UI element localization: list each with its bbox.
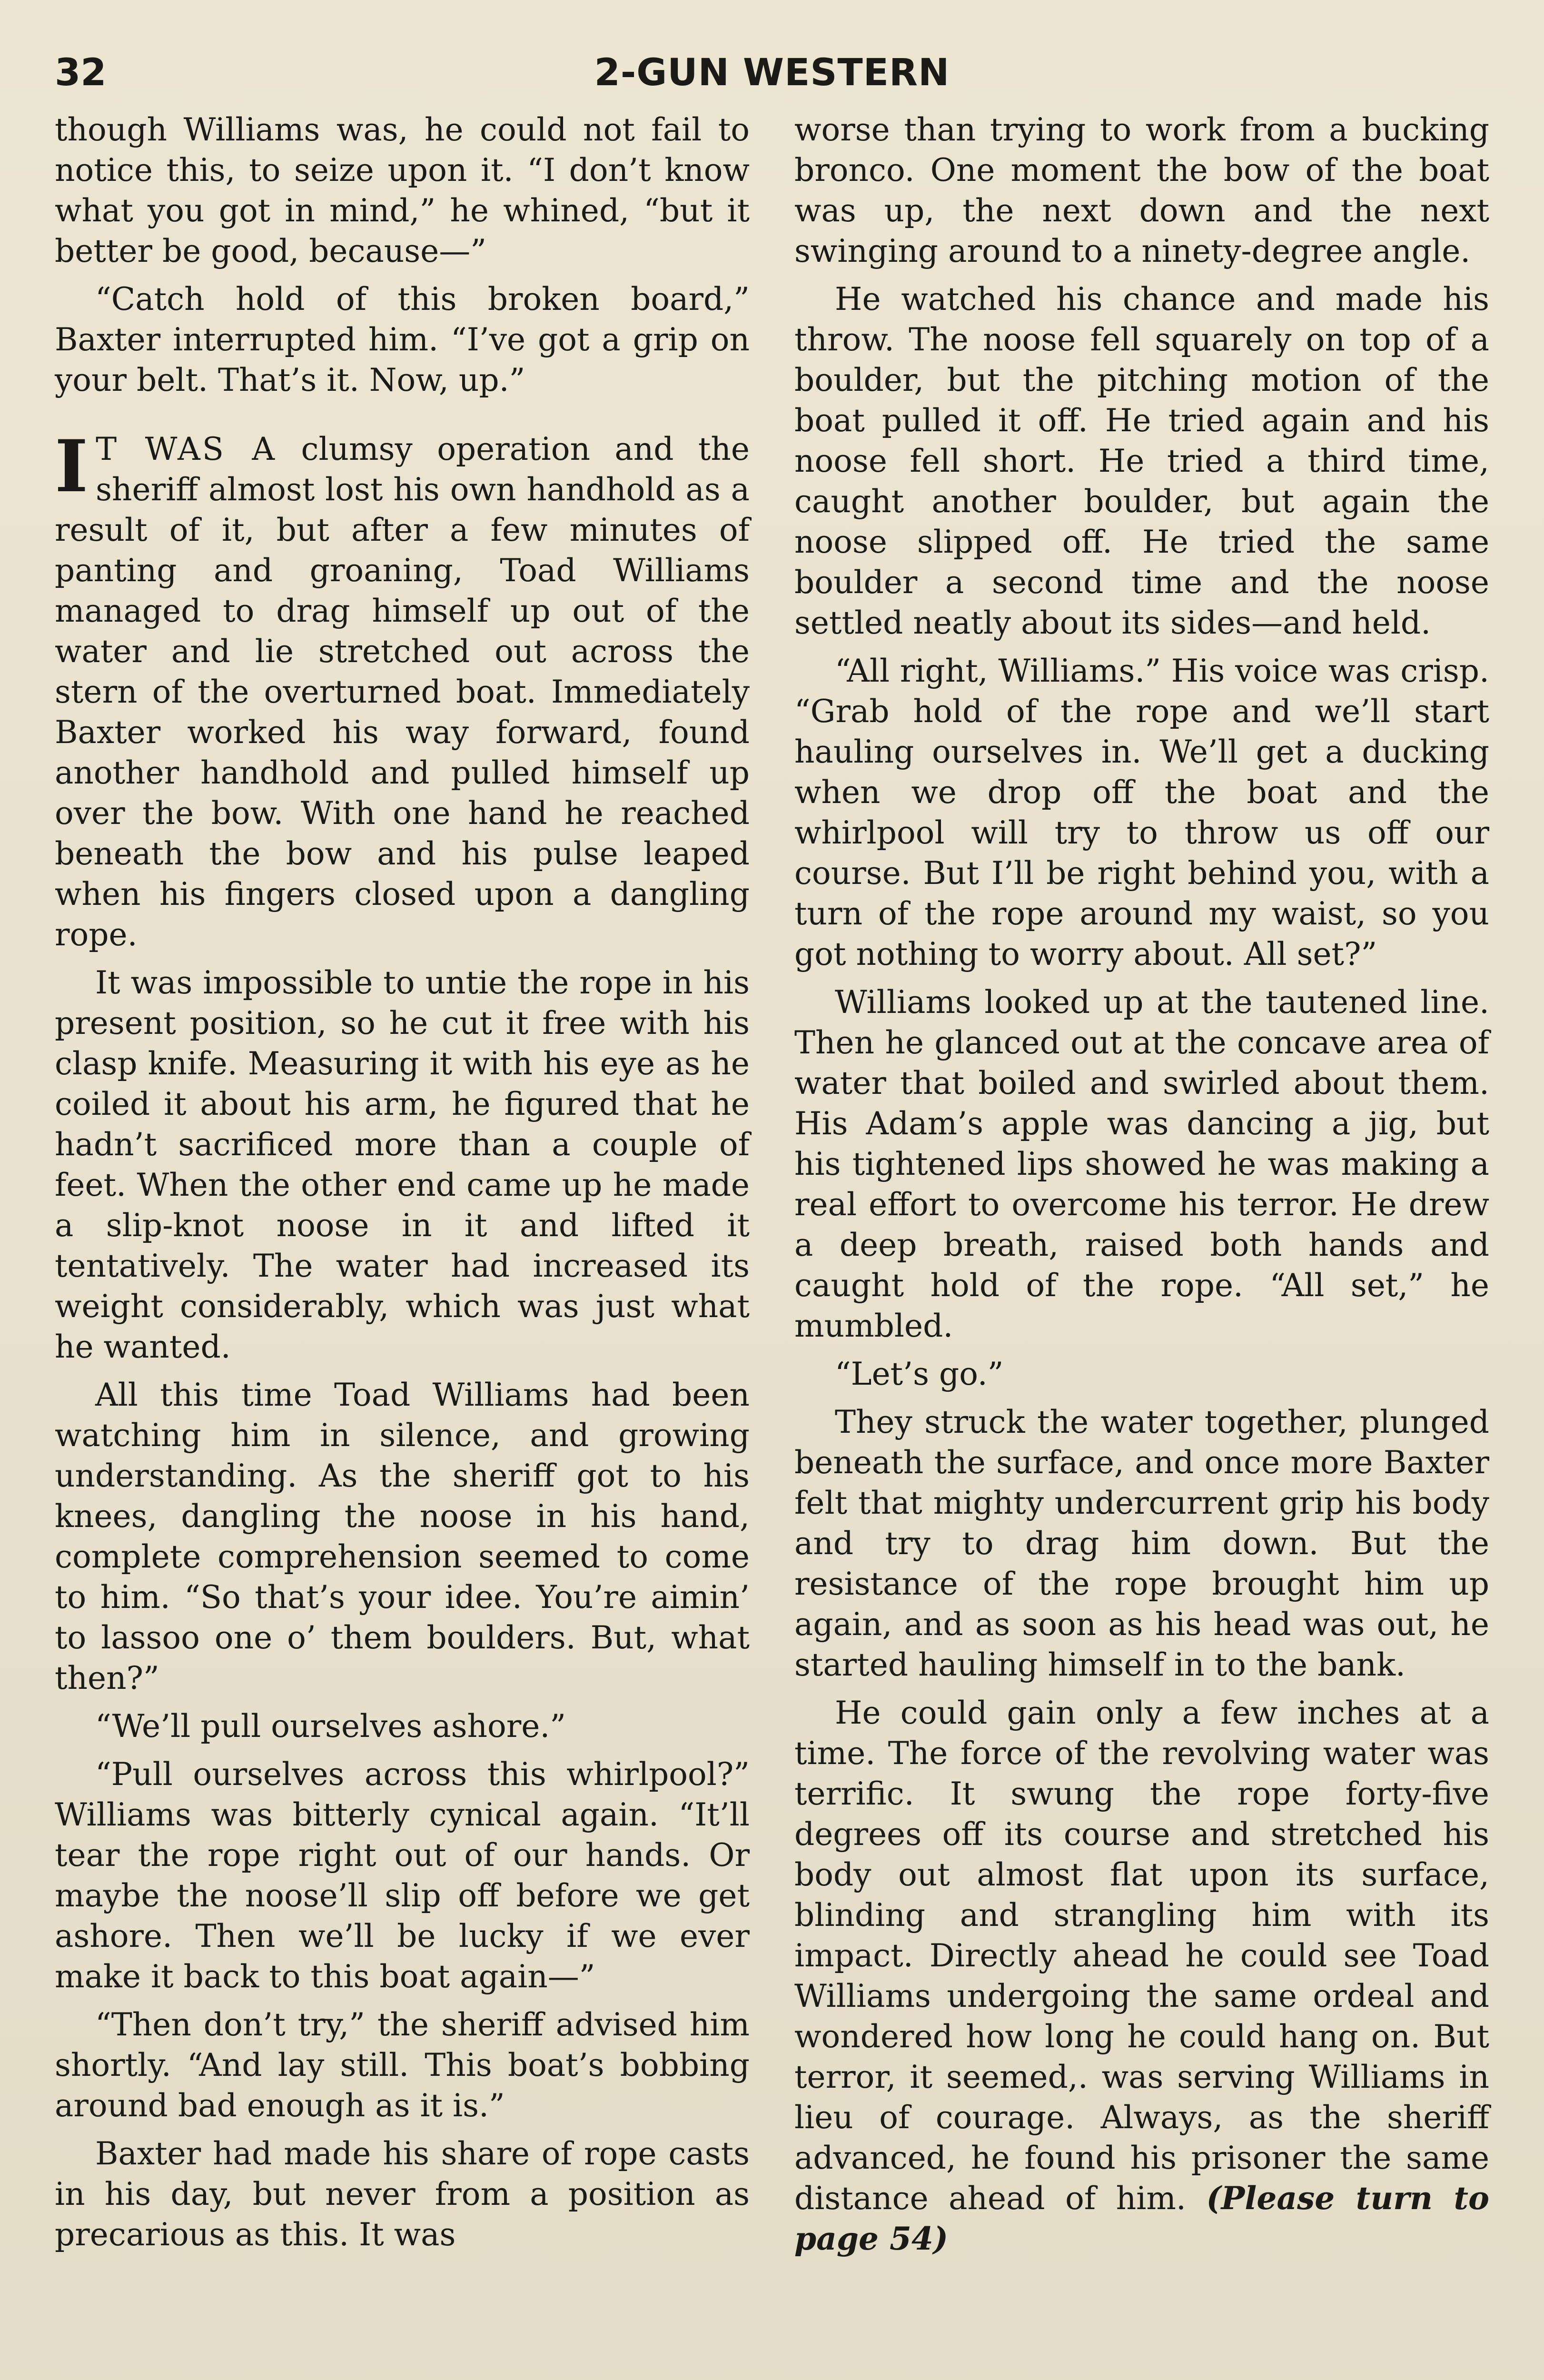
paragraph: It was impossible to untie the rope in his present position, so he cut it free with his clasp knife. Measuring it with his eye as he coiled it about his arm, he figured that he hadn’t sacrificed more than a couple of feet. When the other end came up he made a slip-knot noose in it and lifted it tentatively. The water had increased its weight considerably, which was just what he wanted. [55, 964, 750, 1365]
paragraph: “Let’s go.” [835, 1356, 1004, 1392]
paragraph: Baxter had made his share of rope casts in his day, but never from a position as precarious as this. It was [55, 2135, 750, 2253]
paragraph: “We’ll pull ourselves ashore.” [95, 1708, 566, 1745]
paragraph: “All right, Williams.” His voice was crisp. “Grab hold of the rope and we’ll start hauling ourselves in. We’ll get a ducking when we drop off the boat and the whirlpool will try to throw us off our course. But I’ll be right behind you, with a turn of the rope around my waist, so you got nothing to worry about. All set?” [794, 653, 1489, 972]
drop-cap: I [55, 425, 89, 508]
continued-notice: (Please turn to page 54) [794, 2180, 1489, 2257]
section-lead: T WAS A [96, 431, 277, 467]
paragraph: “Pull ourselves across this whirlpool?” Williams was bitterly cynical again. “It’ll tear the rope right out of our hands. Or maybe the noose’ll slip off before we get ashore. Then we’ll be lucky if we ever make it back to this boat again—” [55, 1756, 750, 1995]
paragraph: worse than trying to work from a bucking bronco. One moment the bow of the boat was up, the next down and the next swinging around to a ninety-degree angle. [794, 111, 1489, 269]
paragraph: “Then don’t try,” the sheriff advised him shortly. “And lay still. This boat’s bobbing around bad enough as it is.” [55, 2006, 750, 2124]
paragraph-text: He could gain only a few inches at a time. The force of the revolving water was terrific. It swung the rope forty-five degrees off its course and stretched his body out almost flat upon its surface, blinding and strangling him with its impact. Directly ahead he could see Toad Williams undergoing the same ordeal and wondered how long he could hang on. But terror, it seemed,. was serving Williams in lieu of courage. Always, as the sheriff advanced, he found his prisoner the same distance ahead of him. [794, 1695, 1489, 2217]
left-column [55, 109, 750, 2267]
text-columns [55, 109, 1489, 2267]
page-number: 32 [55, 51, 107, 94]
paragraph: though Williams was, he could not fail to notice this, to seize upon it. “I don’t know what you got in mind,” he whined, “but it better be good, because—” [55, 111, 750, 269]
paragraph: All this time Toad Williams had been watching him in silence, and growing understanding. As the sheriff got to his knees, dangling the noose in his hand, complete comprehension seemed to come to him. “So that’s your idee. You’re aimin’ to lassoo one o’ them boulders. But, what then?” [55, 1377, 750, 1696]
paragraph: Williams looked up at the tautened line. Then he glanced out at the concave area of water that boiled and swirled about them. His Adam’s apple was dancing a jig, but his tightened lips showed he was making a real effort to overcome his terror. He drew a deep breath, raised both hands and caught hold of the rope. “All set,” he mumbled. [794, 984, 1489, 1344]
section-paragraph [55, 425, 750, 955]
paragraph [794, 1693, 1489, 2259]
right-column [794, 109, 1489, 2267]
page-header [55, 48, 1489, 98]
paragraph: He watched his chance and made his throw. The noose fell squarely on top of a boulder, but the pitching motion of the boat pulled it off. He tried again and his noose fell short. He tried a third time, caught another boulder, but again the noose slipped off. He tried the same boulder a second time and the noose settled neatly about its sides—and held. [794, 281, 1489, 641]
paragraph: “Catch hold of this broken board,” Baxter interrupted him. “I’ve got a grip on your belt. That’s it. Now, up.” [55, 281, 750, 398]
paragraph: They struck the water together, plunged beneath the surface, and once more Baxter felt that mighty undercurrent grip his body and try to drag him down. But the resistance of the rope brought him up again, and as soon as his head was out, he started hauling himself in to the bank. [794, 1404, 1489, 1683]
paragraph-text: clumsy operation and the sheriff almost lost his own handhold as a result of it, but after a few minutes of panting and groaning, Toad Williams managed to drag himself up out of the water and lie stretched out across the stern of the overturned boat. Immediately Baxter worked his way forward, found another handhold and pulled himself up over the bow. With one hand he reached beneath the bow and his pulse leaped when his fingers closed upon a dangling rope. [55, 431, 750, 953]
running-title: 2-GUN WESTERN [594, 51, 950, 94]
